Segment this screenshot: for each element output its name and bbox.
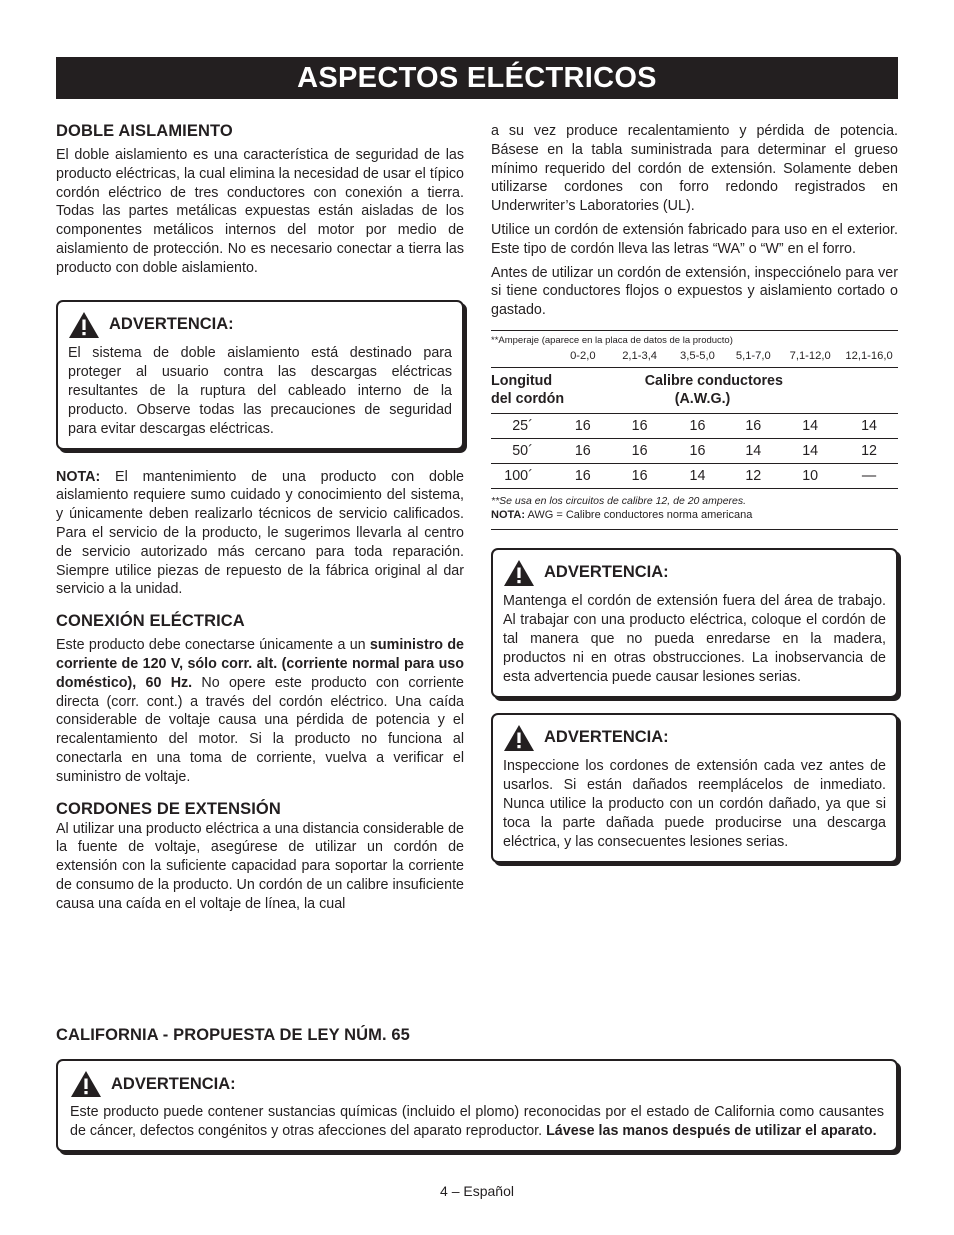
table-cell: 14 bbox=[780, 438, 840, 463]
warning-triangle-icon bbox=[503, 724, 535, 752]
california-text-main: Este producto puede contener sustancias químicas (incluido el plomo) reconocidas por el estado de California como causantes de cáncer, defectos congénitos y otras afecciones del aparato reproductor. bbox=[70, 1104, 884, 1139]
nota-label: NOTA: bbox=[56, 468, 101, 485]
table-cell: 14 bbox=[669, 463, 727, 488]
table-cell: 16 bbox=[669, 438, 727, 463]
table-cell: 16 bbox=[611, 463, 669, 488]
amp-note: **Amperaje (aparece en la placa de datos de la producto) bbox=[491, 334, 733, 346]
table-cell: 16 bbox=[555, 463, 611, 488]
doble-aislamiento-text: El doble aislamiento es una característica de seguridad de las producto eléctricas, la cual elimina la necesidad de usar el típico cordón eléctrico de tres conductores con conexión a tierra. Todas las partes metálicas expuestas están aisladas de los componentes metálicos internos del motor por medio de aislamiento de protección. No es necesario conectar a tierra las producto con doble aislamiento. bbox=[56, 147, 464, 276]
warning-box-double-insulation bbox=[56, 300, 464, 450]
page-number: 4 – Español bbox=[440, 1183, 514, 1199]
amp-cell: 12,1-16,0 bbox=[845, 349, 893, 362]
extension-cord-table bbox=[491, 330, 898, 530]
table-note bbox=[491, 509, 898, 521]
col-header-gauge-1: Calibre conductores bbox=[644, 372, 783, 389]
cordones-text-3: Antes de utilizar un cordón de extensión, inspecciónelo para ver si tiene conductores flojos o expuestos y aislamiento cortado o gastado. bbox=[491, 264, 898, 319]
table-cell: 14 bbox=[780, 413, 840, 438]
table-footnote: **Se usa en los circuitos de calibre 12, de 20 amperes. bbox=[491, 494, 747, 507]
doble-aislamiento-heading: DOBLE AISLAMIENTO bbox=[56, 122, 233, 140]
conexion-text-bold: suministro de corriente de 120 V, sólo corr. alt. (corriente normal para uso doméstico), 60 Hz. bbox=[56, 637, 464, 691]
warning-text: Mantenga el cordón de extensión fuera del área de trabajo. Al trabajar con una producto eléctrica, coloque el cordón de tal manera que no pueda enredarse en la madera, productos ni en otras obstrucciones. La inobservancia de esta advertencia puede causar lesiones serias. bbox=[503, 592, 886, 685]
row-length: 25´ bbox=[491, 413, 555, 438]
warning-box-california bbox=[56, 1059, 898, 1152]
california-heading: CALIFORNIA - PROPUESTA DE LEY NÚM. 65 bbox=[56, 1026, 410, 1044]
col-header-gauge-2: (A.W.G.) bbox=[674, 390, 731, 407]
table-row bbox=[491, 438, 898, 463]
warning-triangle-icon bbox=[68, 311, 100, 339]
table-cell: 16 bbox=[611, 438, 669, 463]
right-column bbox=[491, 122, 898, 863]
col-header-length-1: Longitud bbox=[491, 372, 553, 389]
amp-cell: 3,5-5,0 bbox=[680, 349, 715, 362]
table-cell: 14 bbox=[726, 438, 780, 463]
amp-row bbox=[491, 346, 898, 368]
row-length: 50´ bbox=[491, 438, 555, 463]
table-cell: 14 bbox=[840, 413, 898, 438]
table-header-row bbox=[491, 367, 898, 413]
cordones-heading: CORDONES DE EXTENSIÓN bbox=[56, 799, 281, 818]
table-cell: 16 bbox=[611, 413, 669, 438]
table-cell: 12 bbox=[840, 438, 898, 463]
page-title: ASPECTOS ELÉCTRICOS bbox=[56, 57, 898, 99]
cordones-text: Al utilizar una producto eléctrica a una distancia considerable de la fuente de voltaje, asegúrese de utilizar un cordón de extensión con la suficiente capacidad para soportar la corriente de consumo de la producto. Un cordón de un calibre insuficiente causa una caída en el voltaje de línea, la cual bbox=[56, 820, 464, 912]
warning-label: ADVERTENCIA: bbox=[109, 315, 234, 334]
warning-box-cord-inspection bbox=[491, 713, 898, 863]
california-text-bold: Lávese las manos después de utilizar el aparato. bbox=[546, 1123, 877, 1139]
table-note-text: AWG = Calibre conductores norma americana bbox=[525, 508, 753, 521]
california-section bbox=[56, 1026, 898, 1152]
table-cell: — bbox=[840, 463, 898, 488]
conexion-text-a: Este producto debe conectarse únicamente a un bbox=[56, 637, 370, 654]
warning-label: ADVERTENCIA: bbox=[544, 563, 669, 582]
warning-triangle-icon bbox=[503, 559, 535, 587]
cordones-text-2: Utilice un cordón de extensión fabricado para uso en el exterior. Este tipo de cordón lleva las letras “WA” o “W” en el forro. bbox=[491, 221, 898, 257]
warning-label: ADVERTENCIA: bbox=[111, 1074, 236, 1093]
amp-cell: 5,1-7,0 bbox=[735, 349, 771, 362]
table-cell: 12 bbox=[726, 463, 780, 488]
row-length: 100´ bbox=[491, 463, 555, 488]
warning-text: El sistema de doble aislamiento está destinado para proteger al usuario contra las descargas eléctricas resultantes de la ruptura del cableado interno de la producto. Observe todas las precauciones de seguridad para evitar descargas eléctricas. bbox=[68, 344, 452, 437]
amp-cell: 0-2,0 bbox=[570, 349, 596, 362]
conexion-text-b: No opere este producto con corriente directa (corr. cont.) a través del cordón eléctrico. Una caída considerable de voltaje causa una pérdida de potencia y el recalentamiento del motor. Si la producto no funciona al conectarla en una toma de corriente, vuelva a verificar el suministro de voltaje. bbox=[56, 674, 464, 785]
warning-box-cord-placement bbox=[491, 548, 898, 698]
table-row bbox=[491, 413, 898, 438]
table-cell: 16 bbox=[555, 413, 611, 438]
conexion-heading: CONEXIÓN ELÉCTRICA bbox=[56, 612, 245, 631]
warning-label: ADVERTENCIA: bbox=[544, 728, 669, 747]
cordones-text-continued: a su vez produce recalentamiento y pérdida de potencia. Básese en la tabla suministrada para determinar el grueso mínimo requerido del cordón de extensión. Solamente deben utilizarse cordones con forro redondo registrados en Underwriter’s Laboratories (UL). bbox=[491, 123, 898, 215]
warning-text: Inspeccione los cordones de extensión cada vez antes de usarlos. Si están dañados reemplácelos de inmediato. Nunca utilice la producto con un cordón dañado, ya que si toca la parte dañada puede producirse una descarga eléctrica, y las consecuentes lesiones serias. bbox=[503, 757, 886, 850]
amp-cell: 2,1-3,4 bbox=[622, 349, 658, 362]
table-cell: 10 bbox=[780, 463, 840, 488]
table-cell: 16 bbox=[555, 438, 611, 463]
left-column bbox=[56, 122, 464, 914]
table-note-label: NOTA: bbox=[491, 508, 526, 521]
table-row bbox=[491, 463, 898, 488]
nota-text: El mantenimiento de una producto con doble aislamiento requiere sumo cuidado y conocimiento del sistema, y únicamente deben realizarlo técnicos de servicio calificados. Para el servicio de la producto, le sugerimos llevarla al centro de servicio autorizado más cercano para toda reparación. Siempre utilice piezas de repuesto de la fábrica original al dar servicio a la unidad. bbox=[56, 468, 464, 598]
warning-triangle-icon bbox=[70, 1070, 102, 1098]
amp-cell: 7,1-12,0 bbox=[789, 349, 831, 362]
california-text bbox=[70, 1103, 884, 1141]
conexion-text bbox=[56, 636, 464, 786]
nota-paragraph bbox=[56, 468, 464, 600]
table-cell: 16 bbox=[669, 413, 727, 438]
col-header-length-2: del cordón bbox=[491, 390, 565, 407]
table-cell: 16 bbox=[726, 413, 780, 438]
